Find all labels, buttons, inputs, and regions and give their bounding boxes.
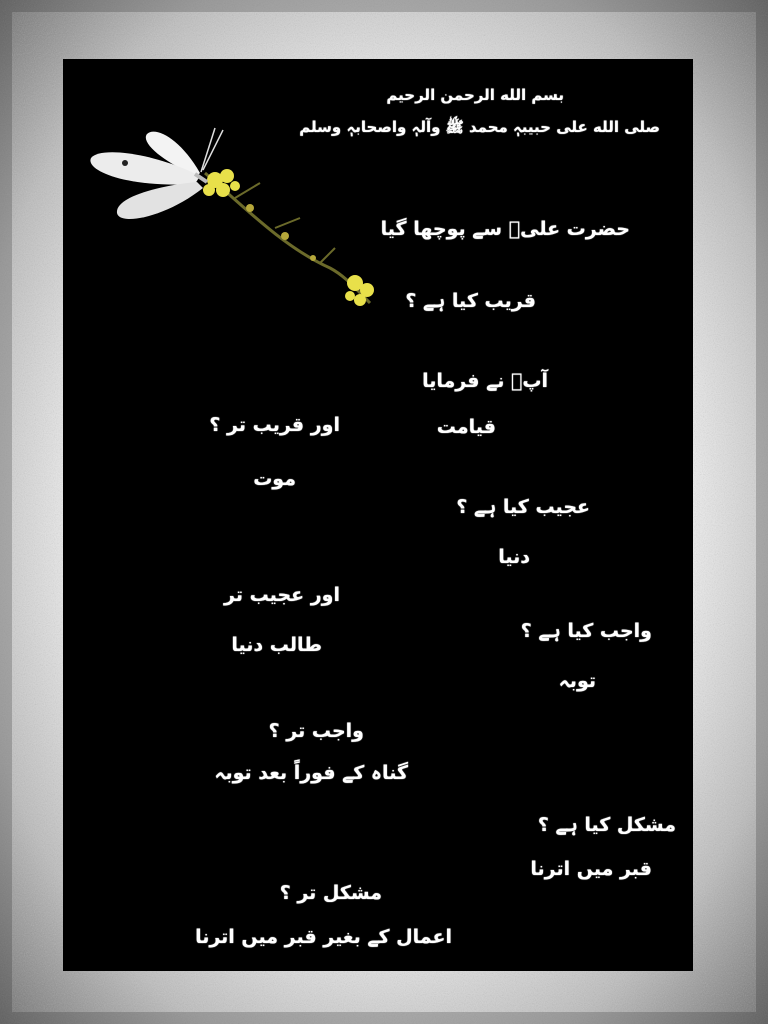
verse-line: قیامت — [436, 416, 496, 438]
bismillah-text: بسم الله الرحمن الرحیم — [386, 86, 564, 104]
verse-line: طالب دنیا — [231, 634, 322, 656]
verse-line: عجیب کیا ہے ؟ — [456, 496, 590, 518]
verse-line: موت — [253, 468, 296, 490]
verse-line: واجب کیا ہے ؟ — [520, 620, 652, 642]
verse-line: گناہ کے فوراً بعد توبہ — [214, 762, 408, 784]
salawat-text: صلی الله علی حبیبہٖ محمد ﷺ وآلہٖ واصحابہٖ وسلم — [299, 118, 660, 136]
verse-line: اعمال کے بغیر قبر میں اترنا — [195, 926, 452, 948]
verse-line: مشکل تر ؟ — [279, 882, 382, 904]
verse-line: آپؑ نے فرمایا — [422, 370, 548, 392]
verse-line: حضرت علیؑ سے پوچھا گیا — [380, 218, 630, 240]
verse-line: مشکل کیا ہے ؟ — [537, 814, 676, 836]
verse-line: قریب کیا ہے ؟ — [405, 290, 536, 312]
butterfly-flower-image — [85, 118, 405, 328]
verse-line: اور قریب تر ؟ — [209, 414, 340, 436]
verse-line: توبہ — [558, 670, 596, 692]
verse-line: اور عجیب تر — [224, 584, 340, 606]
verse-line: واجب تر ؟ — [268, 720, 364, 742]
verse-line: قبر میں اترنا — [530, 858, 652, 880]
verse-line: دنیا — [498, 546, 530, 568]
